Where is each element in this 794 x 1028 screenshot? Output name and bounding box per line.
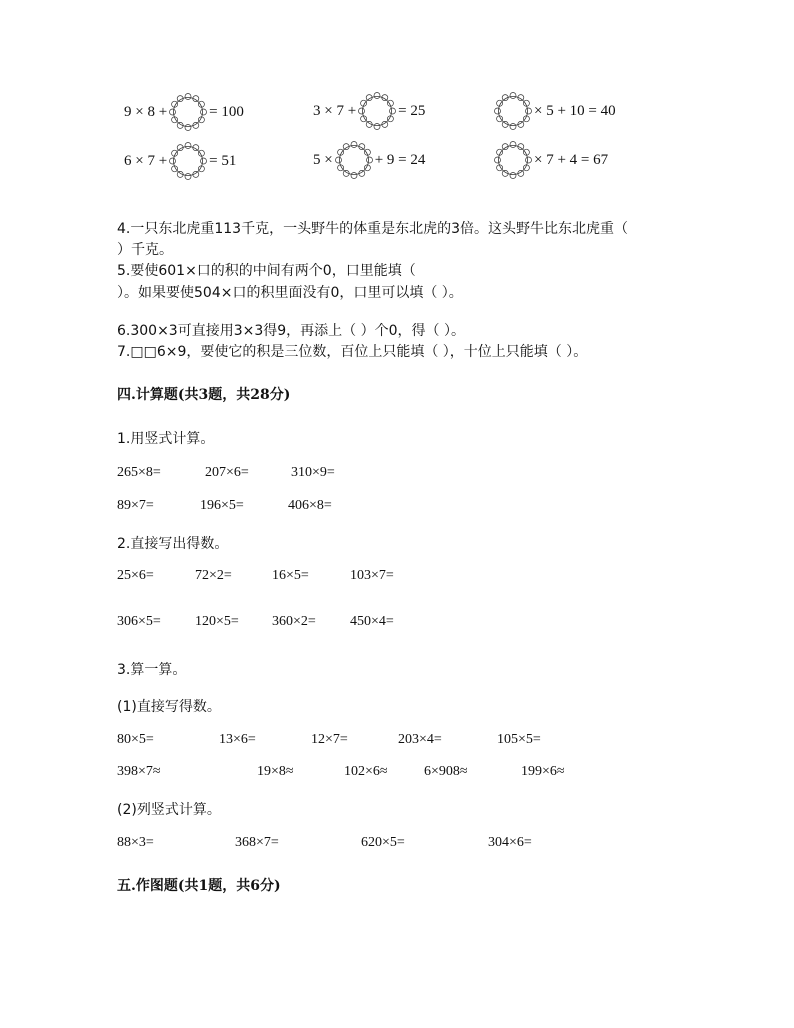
equation-6 <box>492 141 608 179</box>
s4-q1-item: 310×9= <box>291 465 335 480</box>
s4-q2-item: 103×7= <box>350 568 394 583</box>
equation-2-pre: 3 × 7 + <box>313 102 357 119</box>
equation-3 <box>492 92 616 130</box>
s4-q1-item: 196×5= <box>200 498 244 513</box>
equation-5-pre: 5 × <box>313 151 333 168</box>
s4-q3-subtitle-1: (1)直接写得数。 <box>117 699 221 715</box>
question-7: 7.□□6×9，要使它的积是三位数，百位上只能填（ ），十位上只能填（ ）。 <box>117 344 588 360</box>
equation-6-post: × 7 + 4 = 67 <box>534 151 609 168</box>
s4-q1-item: 406×8= <box>288 498 332 513</box>
s4-q3-item: 19×8≈ <box>257 764 294 779</box>
s4-q3-item: 88×3= <box>117 835 154 850</box>
s4-q3-item: 80×5= <box>117 732 154 747</box>
flower-blank-icon <box>169 142 207 180</box>
s4-q2-title: 2.直接写出得数。 <box>117 536 229 552</box>
s4-q2-item: 306×5= <box>117 614 161 629</box>
s4-q3-item: 620×5= <box>361 835 405 850</box>
flower-blank-icon <box>494 92 532 130</box>
s4-q3-item: 304×6= <box>488 835 532 850</box>
s4-q2-item: 25×6= <box>117 568 154 583</box>
s4-q3-item: 199×6≈ <box>521 764 565 779</box>
flower-blank-icon <box>494 141 532 179</box>
equation-5-post: + 9 = 24 <box>374 151 426 168</box>
s4-q3-title: 3.算一算。 <box>117 662 187 678</box>
s4-q2-item: 72×2= <box>195 568 232 583</box>
s4-q1-item: 89×7= <box>117 498 154 513</box>
flower-blank-icon <box>169 93 207 131</box>
equation-2 <box>313 92 425 130</box>
equation-1 <box>124 93 244 131</box>
s4-q2-item: 16×5= <box>272 568 309 583</box>
s4-q1-item: 265×8= <box>117 465 161 480</box>
flower-blank-icon <box>358 92 396 130</box>
equation-4 <box>124 142 236 180</box>
s4-q3-item: 203×4= <box>398 732 442 747</box>
equation-1-pre: 9 × 8 + <box>124 103 168 120</box>
equation-5 <box>313 141 425 179</box>
question-4-line1: 4.一只东北虎重113千克，一头野牛的体重是东北虎的3倍。这头野牛比东北虎重（ <box>117 221 628 237</box>
s4-q3-item: 398×7≈ <box>117 764 161 779</box>
section-4-heading: 四.计算题(共3题，共28分) <box>117 387 291 403</box>
s4-q3-item: 368×7= <box>235 835 279 850</box>
equation-4-pre: 6 × 7 + <box>124 152 168 169</box>
equation-4-post: = 51 <box>209 152 237 169</box>
equation-1-post: = 100 <box>209 103 244 120</box>
question-5-line1: 5.要使601×口的积的中间有两个0，口里能填（ <box>117 263 416 279</box>
equation-3-post: × 5 + 10 = 40 <box>534 102 616 119</box>
equation-2-post: = 25 <box>398 102 426 119</box>
s4-q3-item: 105×5= <box>497 732 541 747</box>
s4-q1-title: 1.用竖式计算。 <box>117 431 215 447</box>
s4-q2-item: 360×2= <box>272 614 316 629</box>
s4-q2-item: 450×4= <box>350 614 394 629</box>
s4-q3-item: 13×6= <box>219 732 256 747</box>
s4-q3-item: 12×7= <box>311 732 348 747</box>
s4-q1-item: 207×6= <box>205 465 249 480</box>
question-4-line2: ）千克。 <box>117 242 173 258</box>
s4-q3-item: 102×6≈ <box>344 764 388 779</box>
s4-q3-item: 6×908≈ <box>424 764 468 779</box>
section-5-heading: 五.作图题(共1题，共6分) <box>117 878 281 894</box>
s4-q2-item: 120×5= <box>195 614 239 629</box>
question-6: 6.300×3可直接用3×3得9，再添上（ ）个0，得（ ）。 <box>117 323 465 339</box>
s4-q3-subtitle-2: (2)列竖式计算。 <box>117 802 221 818</box>
flower-blank-icon <box>335 141 373 179</box>
question-5-line2: ）。如果要使504×口的积里面没有0，口里可以填（ ）。 <box>117 285 463 301</box>
